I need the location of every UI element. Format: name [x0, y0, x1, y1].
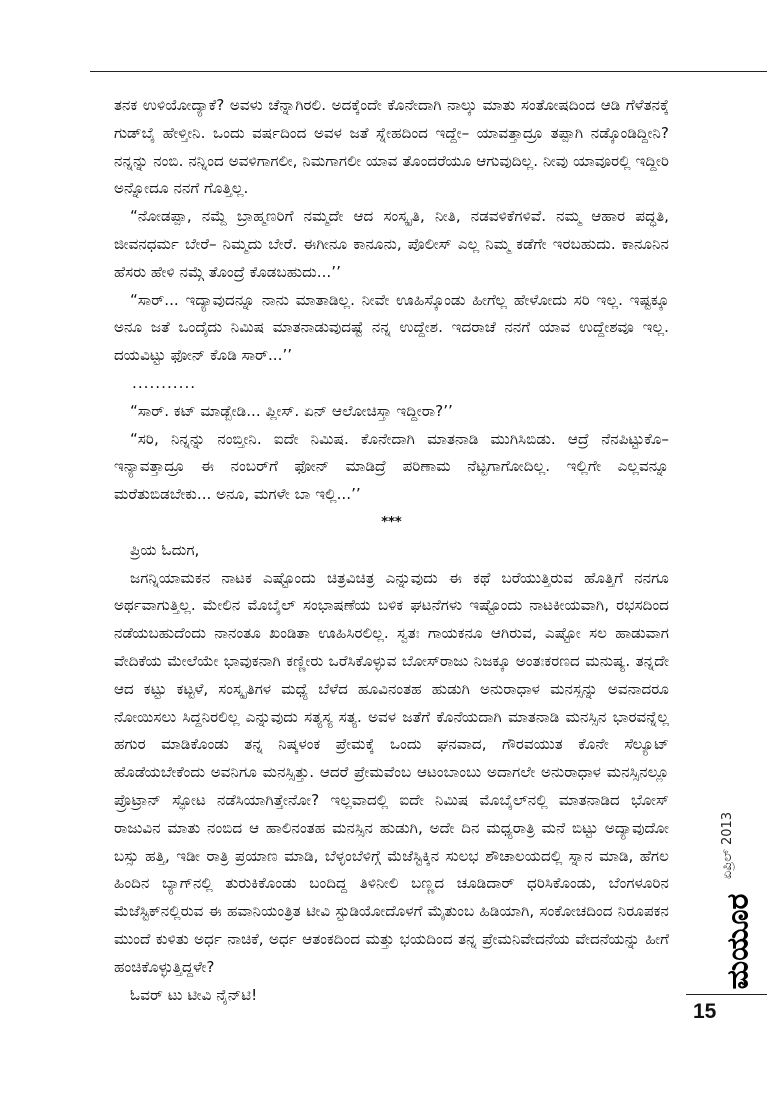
scene-break-dots: ........... [132, 373, 197, 392]
page-number: 15 [693, 1000, 717, 1023]
magazine-brand: ಮಯೂರ [720, 893, 756, 990]
paragraph: “ಸಾರ್. ಕಟ್ ಮಾಡ್ಬೇಡಿ... ಪ್ಲೀಸ್. ಏನ್ ಆಲೋಚಿಸ್ತಾ ಇದ್ದೀರಾ?’’ [130, 401, 453, 420]
paragraph: “ನೋಡಪ್ಪಾ, ನಮ್ದೆ ಬ್ರಾಹ್ಮಣರಿಗೆ ನಮ್ಮದೇ ಆದ ಸಂಸ್ಕೃತಿ, ನೀತಿ, ನಡವಳಿಕೆಗಳಿವೆ. ನಮ್ಮ ಆಹಾರ ಪದ್ಧತಿ, ಜೀವನಧರ್ಮ ಬೇರೆ– ನಿಮ್ಮದು ಬೇರೆ. ಈಗೀನೂ ಕಾನೂನು, ಪೊಲೀಸ್ ಎಲ್ಲ ನಿಮ್ಮ ಕಡೆಗೇ ಇರಬಹುದು. ಕಾನೂನಿನ ಹೆಸರು ಹೇಳಿ ನಮ್ಗೆ ತೊಂದ್ರೆ ಕೊಡಬಹುದು...’’ [114, 207, 669, 281]
paragraph: ತನಕ ಉಳಿಯೋದ್ಯಾಕೆ? ಅವಳು ಚೆನ್ನಾಗಿರಲಿ. ಅದಕ್ಕೆಂದೇ ಕೊನೇದಾಗಿ ನಾಲ್ಕು ಮಾತು ಸಂತೋಷದಿಂದ ಆಡಿ ಗೆಳೆತನಕ್ಕೆ ಗುಡ್‌ಬೈ ಹೇಳ್ತೀನಿ. ಒಂದು ವರ್ಷದಿಂದ ಅವಳ ಜತೆ ಸ್ನೇಹದಿಂದ ಇದ್ದೇ– ಯಾವತ್ತಾದ್ರೂ ತಪ್ಪಾಗಿ ನಡ್ಕೊಂಡಿದ್ದೀನಿ? ನನ್ನನ್ನು ನಂಬಿ. ನನ್ನಿಂದ ಅವಳಿಗಾಗಲೀ, ನಿಮಗಾಗಲೀ ಯಾವ ತೊಂದರೆಯೂ ಆಗುವುದಿಲ್ಲ. ನೀವು ಯಾವೂರಲ್ಲಿ ಇದ್ದೀರಿ ಅನ್ನೋದೂ ನನಗೆ ಗೊತ್ತಿಲ್ಲ. [114, 96, 669, 198]
paragraph: “ಸರಿ, ನಿನ್ನನ್ನು ನಂಬ್ತೀನಿ. ಐದೇ ನಿಮಿಷ. ಕೊನೇದಾಗಿ ಮಾತನಾಡಿ ಮುಗಿಸಿಬಿಡು. ಆದ್ರೆ ನೆನಪಿಟ್ಟುಕೊ– ಇನ್ಯಾವತ್ತಾದ್ರೂ ಈ ನಂಬರ್‌ಗೆ ಫೋನ್ ಮಾಡಿದ್ರೆ ಪರಿಣಾಮ ನೆಟ್ಟಗಾಗೋದಿಲ್ಲ. ಇಲ್ಲಿಗೇ ಎಲ್ಲವನ್ನೂ ಮರೆತುಬಿಡಬೇಕು... ಅನೂ, ಮಗಳೇ ಬಾ ಇಲ್ಲಿ...’’ [114, 429, 669, 504]
top-rule [90, 71, 767, 72]
magazine-side-label [686, 798, 756, 990]
footer-rule [686, 994, 767, 995]
paragraph: “ಸಾರ್... ಇದ್ಯಾವುದನ್ನೂ ನಾನು ಮಾತಾಡಿಲ್ಲ. ನೀವೇ ಊಹಿಸ್ಕೊಂಡು ಹೀಗೆಲ್ಲ ಹೇಳೋದು ಸರಿ ಇಲ್ಲ. ಇಷ್ಟಕ್ಕೂ ಅನೂ ಜತೆ ಒಂದೈದು ನಿಮಿಷ ಮಾತನಾಡುವುದಷ್ಟೆ ನನ್ನ ಉದ್ದೇಶ. ಇದರಾಚೆ ನನಗೆ ಯಾವ ಉದ್ದೇಶವೂ ಇಲ್ಲ. ದಯವಿಟ್ಟು ಫೋನ್ ಕೊಡಿ ಸಾರ್...’’ [114, 290, 669, 365]
issue-date: ಏಪ್ರಿಲ್ 2013 [720, 811, 736, 880]
closing-line: ಓವರ್ ಟು ಟೀವಿ ನೈನ್‌ಟಿ! [130, 985, 258, 1004]
article-body [114, 92, 669, 1009]
salutation: ಪ್ರಿಯ ಓದುಗ, [130, 540, 200, 559]
paragraph: ಜಗನ್ನಿಯಾಮಕನ ನಾಟಕ ಎಷ್ಟೊಂದು ಚಿತ್ರವಿಚಿತ್ರ ಎನ್ನುವುದು ಈ ಕಥೆ ಬರೆಯುತ್ತಿರುವ ಹೊತ್ತಿಗೆ ನನಗೂ ಅರ್ಥವಾಗುತ್ತಿಲ್ಲ. ಮೇಲಿನ ಮೊಬೈಲ್ ಸಂಭಾಷಣೆಯ ಬಳಿಕ ಘಟನೆಗಳು ಇಷ್ಟೊಂದು ನಾಟಕೀಯವಾಗಿ, ರಭಸದಿಂದ ನಡೆಯಬಹುದೆಂದು ನಾನಂತೂ ಖಂಡಿತಾ ಊಹಿಸಿರಲಿಲ್ಲ. ಸ್ವತಃ ಗಾಯಕನೂ ಆಗಿರುವ, ಎಷ್ಟೋ ಸಲ ಹಾಡುವಾಗ ವೇದಿಕೆಯ ಮೇಲೆಯೇ ಭಾವುಕನಾಗಿ ಕಣ್ಣೀರು ಒರೆಸಿಕೊಳ್ಳುವ ಬೋಸ್‌ರಾಜು ನಿಜಕ್ಕೂ ಅಂತಃಕರಣದ ಮನುಷ್ಯ. ತನ್ನದೇ ಆದ ಕಟ್ಟು ಕಟ್ಟಳೆ, ಸಂಸ್ಕೃತಿಗಳ ಮಧ್ಯೆ ಬೆಳೆದ ಹೂವಿನಂತಹ ಹುಡುಗಿ ಅನುರಾಧಾಳ ಮನಸ್ಸನ್ನು ಅವನಾದರೂ ನೋಯಿಸಲು ಸಿದ್ದನಿರಲಿಲ್ಲ ಎನ್ನುವುದು ಸತ್ಯಸ್ಯ ಸತ್ಯ. ಅವಳ ಜತೆಗೆ ಕೊನೆಯದಾಗಿ ಮಾತನಾಡಿ ಮನಸ್ಸಿನ ಭಾರವನ್ನೆಲ್ಲ ಹಗುರ ಮಾಡಿಕೊಂಡು ತನ್ನ ನಿಷ್ಕಳಂಕ ಪ್ರೇಮಕ್ಕೆ ಒಂದು ಘನವಾದ, ಗೌರವಯುತ ಕೊನೇ ಸೆಲ್ಯೂಟ್ ಹೊಡೆಯಬೇಕೆಂದು ಅವನಿಗೂ ಮನಸ್ಸಿತ್ತು. ಆದರೆ ಪ್ರೇಮವೆಂಬ ಆಟಂಬಾಂಬು ಅದಾಗಲೇ ಅನುರಾಧಾಳ ಮನಸ್ಸಿನಲ್ಲೂ ಪ್ರೊಟ್ರಾನ್ ಸ್ಫೋಟ ನಡೆಸಿಯಾಗಿತ್ತೇನೋ? ಇಲ್ಲವಾದಲ್ಲಿ ಐದೇ ನಿಮಿಷ ಮೊಬೈಲ್‌ನಲ್ಲಿ ಮಾತನಾಡಿದ ಭೋಸ್ ರಾಜುವಿನ ಮಾತು ನಂಬಿದ ಆ ಹಾಲಿನಂತಹ ಮನಸ್ಸಿನ ಹುಡುಗಿ, ಅದೇ ದಿನ ಮಧ್ಯರಾತ್ರಿ ಮನೆ ಬಿಟ್ಟು ಅದ್ಯಾವುದೋ ಬಸ್ಸು ಹತ್ತಿ, ಇಡೀ ರಾತ್ರಿ ಪ್ರಯಾಣ ಮಾಡಿ, ಬೆಳ್ಳಂಬೆಳಿಗ್ಗೆ ಮೆಜೆಸ್ಟಿಕ್ಕಿನ ಸುಲಭ ಶೌಚಾಲಯದಲ್ಲಿ ಸ್ನಾನ ಮಾಡಿ, ಹೆಗಲ ಹಿಂದಿನ ಬ್ಯಾಗ್‌ನಲ್ಲಿ ತುರುಕಿಕೊಂಡು ಬಂದಿದ್ದ ತಿಳಿನೀಲಿ ಬಣ್ಣದ ಚೂಡಿದಾರ್ ಧರಿಸಿಕೊಂಡು, ಬೆಂಗಳೂರಿನ ಮೆಜೆಸ್ಟಿಕ್‌ನಲ್ಲಿರುವ ಈ ಹವಾನಿಯಂತ್ರಿತ ಟೀವಿ ಸ್ಟುಡಿಯೋದೊಳಗೆ ಮೈತುಂಬ ಹಿಡಿಯಾಗಿ, ಸಂಕೋಚದಿಂದ ನಿರೂಪಕನ ಮುಂದೆ ಕುಳಿತು ಅರ್ಧ ನಾಚಿಕೆ, ಅರ್ಧ ಆತಂಕದಿಂದ ಮತ್ತು ಭಯದಿಂದ ತನ್ನ ಪ್ರೇಮನಿವೇದನೆಯ ವೇದನೆಯನ್ನು ಹೀಗೆ ಹಂಚಿಕೊಳ್ಳುತ್ತಿದ್ದಳೇ? [114, 568, 669, 976]
section-divider: *** [381, 514, 402, 530]
